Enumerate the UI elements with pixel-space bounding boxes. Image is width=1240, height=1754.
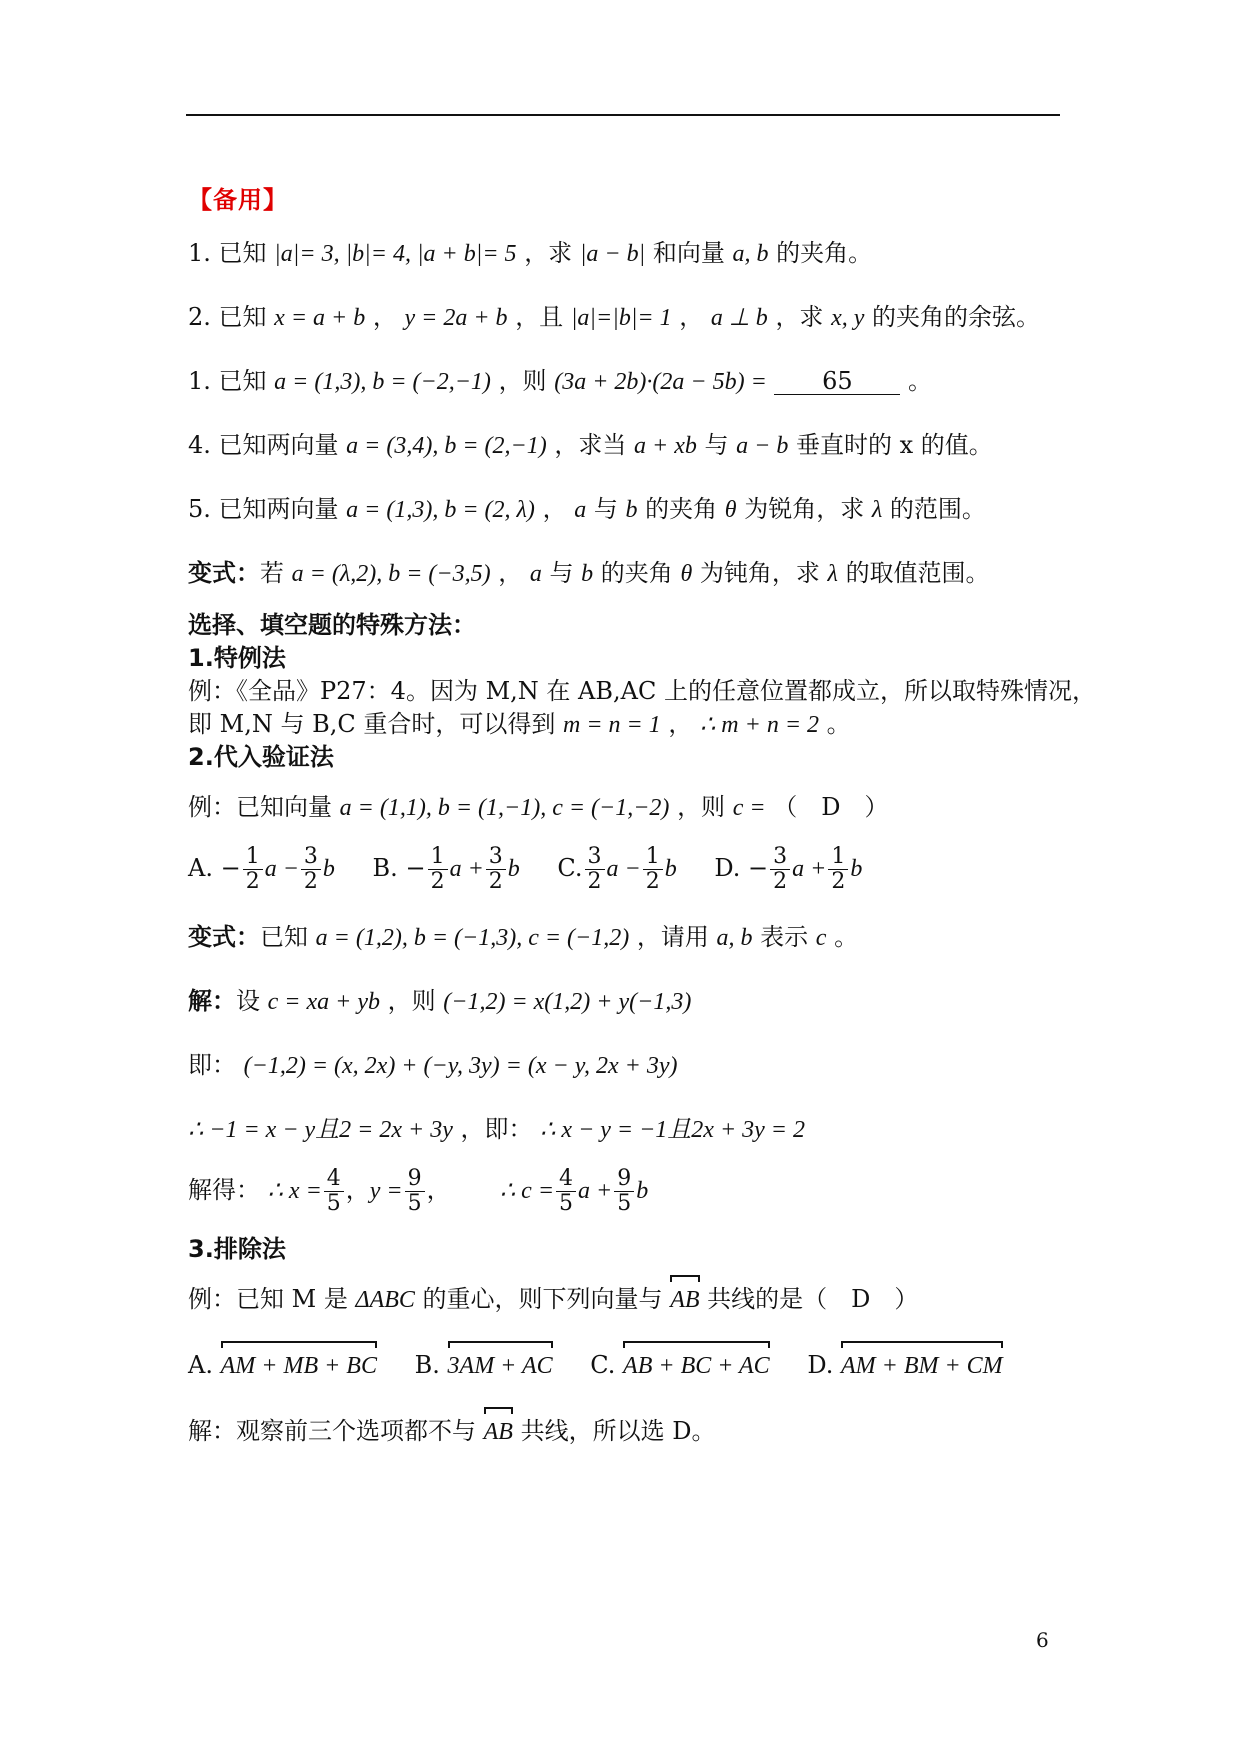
problem-4-formula-1: a = (3,4), b = (2,−1) xyxy=(346,433,547,459)
problem-5-text-3: 的夹角 xyxy=(645,495,718,523)
m3-option-d xyxy=(807,1348,1002,1383)
solution-line-2-formula: (−1,2) = (x, 2x) + (−y, 3y) = (x − y, 2x + 3y) xyxy=(243,1053,678,1079)
solution-line-2-text: 即： xyxy=(188,1051,236,1079)
problem-2-text-1: ， xyxy=(372,303,397,331)
problem-4-formula-3: a − b xyxy=(736,433,789,459)
m3-option-c-label: C. xyxy=(590,1351,616,1379)
method-2-example-text-0: 例：已知向量 xyxy=(188,793,332,821)
option-b xyxy=(373,840,520,897)
problem-1 xyxy=(188,236,872,271)
option-b-mid: a + xyxy=(449,856,484,882)
variant-1-text-4: 为钝角，求 xyxy=(699,559,820,587)
method-2-example-formula-2: c = xyxy=(732,795,766,821)
option-d-num-2: 1 xyxy=(828,845,848,870)
solution-line-3-formula-1: ∴ −1 = x − y且2 = 2x + 3y xyxy=(188,1117,453,1143)
problem-2-formula-4: a ⊥ b xyxy=(710,305,768,331)
solution-line-1-formula-1: c = xa + yb xyxy=(267,989,380,1015)
option-b-den-2: 2 xyxy=(488,869,503,894)
problem-1-text-3: 的夹角。 xyxy=(776,239,873,267)
method-3-example-text-1: 的重心，则下列向量与 xyxy=(422,1285,663,1313)
problem-2-formula-5: x, y xyxy=(831,305,865,331)
problem-4-text-1: ，求当 xyxy=(554,431,627,459)
method-2-options xyxy=(188,840,892,897)
variant-1-text-2: 与 xyxy=(549,559,574,587)
methods-title: 选择、填空题的特殊方法： xyxy=(188,611,476,639)
problem-2-text-3: ， xyxy=(679,303,704,331)
problem-2-formula-2: y = 2a + b xyxy=(404,305,508,331)
solution-c-fraction-2 xyxy=(614,1167,634,1216)
problem-1-formula-1: |a|= 3, |b|= 4, |a + b|= 5 xyxy=(274,241,517,267)
solution-c-prefix: ∴ c = xyxy=(499,1178,555,1204)
method-2-variant-text-3: 。 xyxy=(834,923,859,951)
method-1-line-2-text-b: ， xyxy=(668,710,693,738)
solution-line-2 xyxy=(188,1048,678,1083)
solution-comma-2: ， xyxy=(426,1176,451,1204)
problem-3-formula-2: (3a + 2b)·(2a − 5b) = xyxy=(554,369,767,395)
solution-line-3 xyxy=(188,1112,805,1147)
solution-c-end: b xyxy=(636,1178,649,1204)
method-3-example xyxy=(188,1282,918,1317)
problem-3-text-1: ，则 xyxy=(498,367,547,395)
problem-5-text-2: 与 xyxy=(593,495,618,523)
solution-x-num: 4 xyxy=(324,1167,344,1192)
option-c-num-1: 3 xyxy=(585,845,605,870)
option-c-fraction-2 xyxy=(643,845,663,894)
method-2-title: 2.代入验证法 xyxy=(188,743,334,771)
problem-5-text-4: 为锐角，求 xyxy=(744,495,865,523)
solution-y-num: 9 xyxy=(405,1167,425,1192)
variant-1-text-5: 的取值范围。 xyxy=(845,559,990,587)
problem-4 xyxy=(188,428,993,463)
solution-c-fraction-1 xyxy=(556,1167,576,1216)
option-a-num-1: 1 xyxy=(243,845,263,870)
solution-c-num-2: 9 xyxy=(614,1167,634,1192)
solution-line-4 xyxy=(188,1162,648,1219)
method-3-example-text-2: 共线的是（ D ） xyxy=(707,1285,919,1313)
problem-4-text-2: 与 xyxy=(704,431,729,459)
m3-option-d-label: D. xyxy=(807,1351,834,1379)
problem-2 xyxy=(188,300,1040,335)
problem-5-text-5: 的范围。 xyxy=(889,495,986,523)
solution-c-den-1: 5 xyxy=(559,1191,574,1216)
problem-3-formula-1: a = (1,3), b = (−2,−1) xyxy=(274,369,491,395)
option-d-den-1: 2 xyxy=(773,869,788,894)
option-b-num-1: 1 xyxy=(428,845,448,870)
problem-4-text-3: 垂直时的 x 的值。 xyxy=(796,431,993,459)
variant-1-formula-5: λ xyxy=(827,561,838,587)
option-a-end: b xyxy=(322,856,335,882)
method-3-solution-text-1: 共线，所以选 D。 xyxy=(520,1417,716,1445)
method-1-formula-1: m = n = 1 xyxy=(563,712,661,738)
variant-1-label: 变式： xyxy=(188,559,260,587)
method-3-title: 3.排除法 xyxy=(188,1235,286,1263)
method-2-example-text-2: （ D ） xyxy=(773,793,889,821)
m3-option-d-expr: AM + BM + CM xyxy=(841,1349,1003,1383)
method-3-solution xyxy=(188,1414,715,1449)
solution-c-den-2: 5 xyxy=(617,1191,632,1216)
m3-option-a-label: A. xyxy=(188,1351,213,1379)
method-3-options xyxy=(188,1348,1033,1383)
problem-1-number: 1. 已知 xyxy=(188,239,267,267)
problem-5-text-1: ， xyxy=(542,495,567,523)
option-c-fraction-1 xyxy=(585,845,605,894)
m3-option-c-expr: AB + BC + AC xyxy=(623,1349,770,1383)
option-a-num-2: 3 xyxy=(301,845,321,870)
m3-option-a xyxy=(188,1348,377,1383)
option-c-end: b xyxy=(664,856,677,882)
solution-line-1-formula-2: (−1,2) = x(1,2) + y(−1,3) xyxy=(443,989,692,1015)
option-d-mid: a + xyxy=(792,856,827,882)
option-c-mid: a − xyxy=(606,856,641,882)
method-2-variant-text-2: 表示 xyxy=(760,923,809,951)
method-2-variant-formula-2: a, b xyxy=(716,925,753,951)
method-2-variant-formula-3: c xyxy=(815,925,827,951)
option-d-fraction-2 xyxy=(828,845,848,894)
solution-line-1-text-a: 设 xyxy=(236,987,260,1015)
variant-1-formula-4: θ xyxy=(680,561,693,587)
option-a-fraction-1 xyxy=(243,845,263,894)
solution-line-3-text: ，即： xyxy=(460,1115,533,1143)
option-c-den-2: 2 xyxy=(645,869,660,894)
method-2-example-text-1: ，则 xyxy=(677,793,726,821)
method-3-example-vector-ab: AB xyxy=(670,1283,699,1317)
variant-1-formula-3: b xyxy=(581,561,594,587)
option-a-mid: a − xyxy=(264,856,299,882)
option-a-label: A. − xyxy=(188,854,241,882)
problem-1-text-1: ，求 xyxy=(524,239,573,267)
method-2-example-formula-1: a = (1,1), b = (1,−1), c = (−1,−2) xyxy=(339,795,670,821)
problem-4-number: 4. 已知两向量 xyxy=(188,431,339,459)
problem-2-formula-1: x = a + b xyxy=(274,305,366,331)
variant-1-text-3: 的夹角 xyxy=(600,559,673,587)
option-b-label: B. − xyxy=(372,854,426,882)
m3-option-b-expr: 3AM + AC xyxy=(448,1349,553,1383)
option-b-fraction-1 xyxy=(428,845,448,894)
m3-option-b xyxy=(415,1348,553,1383)
option-b-fraction-2 xyxy=(486,845,506,894)
variant-1-text-1: ， xyxy=(498,559,523,587)
method-2-variant-label: 变式： xyxy=(188,923,260,951)
method-3-example-text-0: 例：已知 M 是 xyxy=(188,1285,348,1313)
method-2-example xyxy=(188,790,888,825)
m3-option-c xyxy=(590,1348,769,1383)
section-heading: 【备用】 xyxy=(188,186,288,214)
problem-1-formula-2: |a − b| xyxy=(579,241,646,267)
method-1-line-1: 例：《全品》P27：4。因为 M,N 在 AB,AC 上的任意位置都成立，所以取特殊情况， xyxy=(188,677,1096,705)
solution-line-3-formula-2: ∴ x − y = −1且2x + 3y = 2 xyxy=(540,1117,805,1143)
method-2-variant xyxy=(188,920,858,955)
method-2-variant-text-0: 已知 xyxy=(260,923,308,951)
solution-x-fraction xyxy=(324,1167,344,1216)
solution-c-mid: a + xyxy=(578,1178,613,1204)
solution-x-prefix: ∴ x = xyxy=(267,1178,322,1204)
problem-3-text-2: 。 xyxy=(908,367,933,395)
solution-y-fraction xyxy=(405,1167,425,1216)
solution-line-1 xyxy=(188,984,691,1019)
problem-5-number: 5. 已知两向量 xyxy=(188,495,339,523)
page-number: 6 xyxy=(1036,1628,1049,1652)
problem-5-formula-2: a xyxy=(574,497,587,523)
option-a-den-1: 2 xyxy=(245,869,260,894)
option-d-num-1: 3 xyxy=(770,845,790,870)
option-d-fraction-1 xyxy=(770,845,790,894)
problem-3-number: 1. 已知 xyxy=(188,367,267,395)
solution-c-num-1: 4 xyxy=(556,1167,576,1192)
method-3-solution-vector-ab: AB xyxy=(484,1415,513,1449)
answer-blank: 65 xyxy=(774,368,900,395)
option-a-fraction-2 xyxy=(301,845,321,894)
method-3-solution-text-0: 解：观察前三个选项都不与 xyxy=(188,1417,476,1445)
problem-2-text-4: ，求 xyxy=(775,303,824,331)
method-1-line-2-text-a: 即 M,N 与 B,C 重合时，可以得到 xyxy=(188,710,556,738)
variant-1-formula-1: a = (λ,2), b = (−3,5) xyxy=(291,561,491,587)
option-c-label: C. xyxy=(557,854,583,882)
option-d-label: D. − xyxy=(714,854,769,882)
solution-x-den: 5 xyxy=(326,1191,341,1216)
method-3-example-formula-1: ΔABC xyxy=(355,1287,415,1313)
method-2-variant-text-1: ，请用 xyxy=(636,923,709,951)
problem-5 xyxy=(188,492,986,527)
variant-1-text-0: 若 xyxy=(260,559,284,587)
problem-3 xyxy=(188,364,932,399)
solution-comma-1: ， xyxy=(345,1176,370,1204)
solution-y-prefix: y = xyxy=(369,1178,403,1204)
m3-option-a-expr: AM + MB + BC xyxy=(221,1349,377,1383)
problem-2-formula-3: |a|=|b|= 1 xyxy=(570,305,672,331)
solution-line-1-text-b: ，则 xyxy=(387,987,436,1015)
option-b-end: b xyxy=(507,856,520,882)
problem-2-number: 2. 已知 xyxy=(188,303,267,331)
method-1-title: 1.特例法 xyxy=(188,644,286,672)
option-c xyxy=(557,840,676,897)
option-a xyxy=(188,840,335,897)
problem-1-text-2: 和向量 xyxy=(652,239,725,267)
method-1-line-2 xyxy=(188,707,851,742)
solution-line-4-text: 解得： xyxy=(188,1176,260,1204)
problem-2-text-5: 的夹角的余弦。 xyxy=(872,303,1041,331)
problem-5-formula-5: λ xyxy=(871,497,883,523)
method-1-formula-2: ∴ m + n = 2 xyxy=(700,712,820,738)
header-rule xyxy=(186,114,1060,116)
problem-5-formula-1: a = (1,3), b = (2, λ) xyxy=(346,497,535,523)
problem-2-text-2: ，且 xyxy=(515,303,564,331)
variant-1-formula-2: a xyxy=(529,561,542,587)
option-c-den-1: 2 xyxy=(587,869,602,894)
solution-y-den: 5 xyxy=(407,1191,422,1216)
option-d-den-2: 2 xyxy=(831,869,846,894)
option-b-den-1: 2 xyxy=(430,869,445,894)
solution-label: 解： xyxy=(188,987,236,1015)
problem-5-formula-3: b xyxy=(625,497,638,523)
option-c-num-2: 1 xyxy=(643,845,663,870)
method-2-variant-formula-1: a = (1,2), b = (−1,3), c = (−1,2) xyxy=(315,925,630,951)
problem-4-formula-2: a + xb xyxy=(634,433,697,459)
option-d xyxy=(714,840,862,897)
variant-1 xyxy=(188,556,990,591)
option-d-end: b xyxy=(850,856,863,882)
option-a-den-2: 2 xyxy=(303,869,318,894)
method-1-line-2-text-c: 。 xyxy=(826,710,851,738)
m3-option-b-label: B. xyxy=(414,1351,440,1379)
option-b-num-2: 3 xyxy=(486,845,506,870)
problem-5-formula-4: θ xyxy=(724,497,737,523)
problem-1-formula-3: a, b xyxy=(732,241,769,267)
